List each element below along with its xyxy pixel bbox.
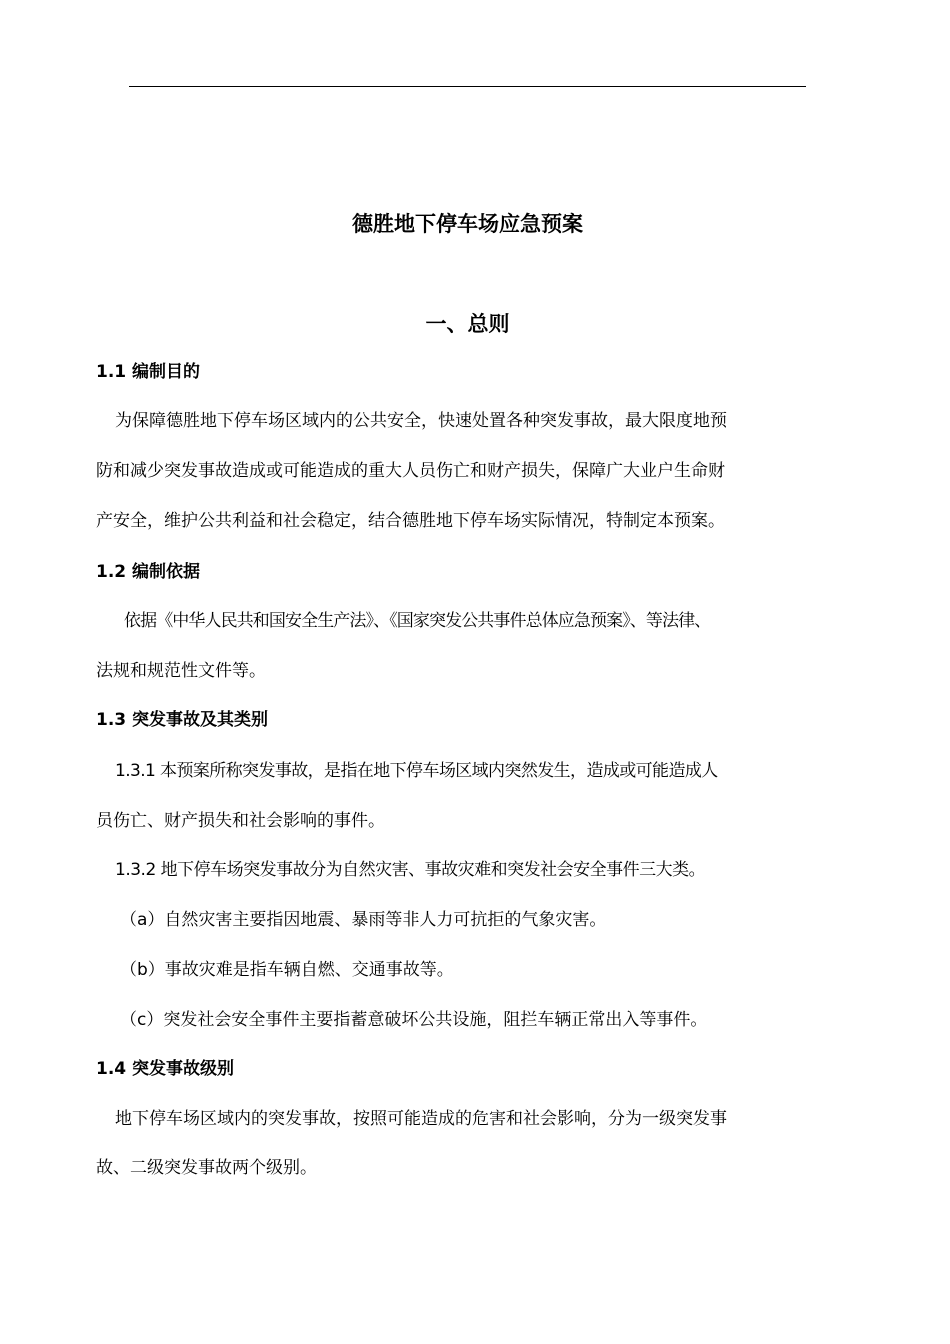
paragraph-line: 防和减少突发事故造成或可能造成的重大人员伤亡和财产损失，保障广大业户生命财 [96, 461, 725, 481]
paragraph-line: 1.3.1 本预案所称突发事故，是指在地下停车场区域内突然发生，造成或可能造成人 [115, 761, 718, 781]
section-heading-general: 一、总则 [425, 312, 510, 336]
paragraph-line: 产安全，维护公共利益和社会稳定，结合德胜地下停车场实际情况，特制定本预案。 [96, 511, 725, 531]
header-rule [129, 86, 806, 87]
list-item-a: （a）自然灾害主要指因地震、暴雨等非人力可抗拒的气象灾害。 [120, 910, 607, 930]
list-item-b: （b）事故灾难是指车辆自燃、交通事故等。 [120, 960, 454, 980]
document-title: 德胜地下停车场应急预案 [352, 212, 583, 236]
paragraph-line: 1.3.2 地下停车场突发事故分为自然灾害、事故灾难和突发社会安全事件三大类。 [115, 860, 706, 880]
heading-1-2: 1.2 编制依据 [96, 562, 201, 582]
paragraph-line: 故、二级突发事故两个级别。 [96, 1158, 317, 1178]
paragraph-line: 地下停车场区域内的突发事故，按照可能造成的危害和社会影响，分为一级突发事 [115, 1109, 727, 1129]
heading-1-4: 1.4 突发事故级别 [96, 1059, 235, 1079]
paragraph-line: 法规和规范性文件等。 [96, 661, 266, 681]
paragraph-line: 依据《中华人民共和国安全生产法》、《国家突发公共事件总体应急预案》、等法律、 [124, 611, 711, 631]
paragraph-line: 员伤亡、财产损失和社会影响的事件。 [96, 811, 385, 831]
heading-1-1: 1.1 编制目的 [96, 362, 201, 382]
heading-1-3: 1.3 突发事故及其类别 [96, 710, 269, 730]
paragraph-line: 为保障德胜地下停车场区域内的公共安全，快速处置各种突发事故，最大限度地预 [115, 411, 727, 431]
list-item-c: （c）突发社会安全事件主要指蓄意破坏公共设施，阻拦车辆正常出入等事件。 [120, 1010, 708, 1030]
